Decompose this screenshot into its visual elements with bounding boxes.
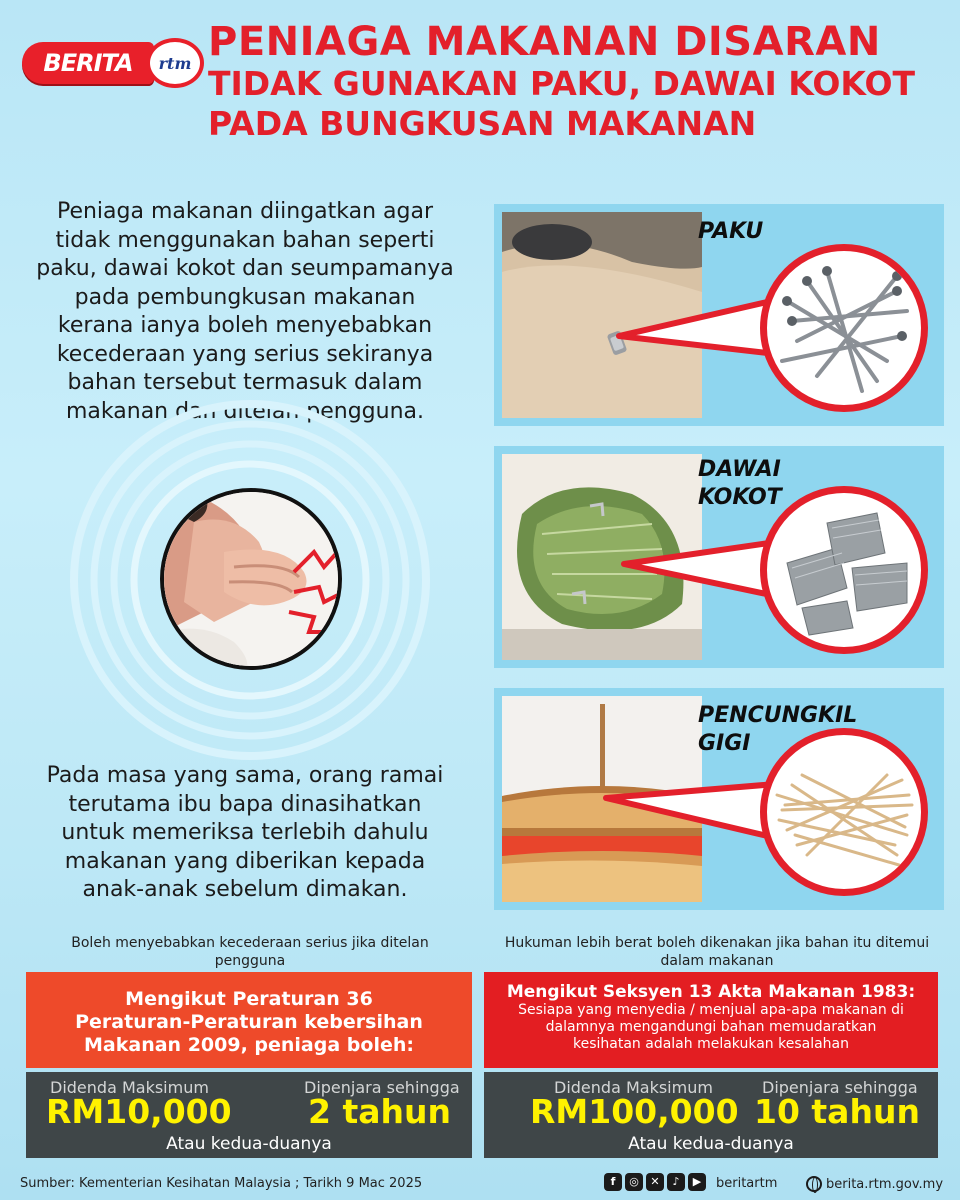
panel-dawai-kokot [494, 446, 944, 668]
social-handle[interactable]: beritartm [716, 1176, 778, 1191]
advice-paragraph [10, 762, 480, 905]
headline-line-3: PADA BUNGKUSAN MAKANAN [208, 104, 757, 143]
logo-rtm-mark: rtm [146, 38, 204, 88]
facebook-icon[interactable]: f [604, 1173, 622, 1191]
jail-value: 2 tahun [308, 1092, 451, 1131]
logo-berita-text: BERITA [22, 42, 154, 84]
advice-line: Pada masa yang sama, orang ramai [46, 763, 444, 788]
throat-pain-icon [164, 492, 342, 670]
website-link[interactable] [806, 1176, 943, 1192]
intro-line: makanan dan ditelan pengguna. [66, 398, 424, 424]
youtube-icon[interactable]: ▶ [688, 1173, 706, 1191]
headline [208, 20, 948, 144]
social-icons [604, 1173, 706, 1191]
intro-line: bahan tersebut termasuk dalam [67, 370, 423, 395]
tiktok-icon[interactable]: ♪ [667, 1173, 685, 1191]
regulation-36-line-3: Makanan 2009, peniaga boleh: [84, 1034, 414, 1056]
fine-label: Didenda Maksimum [554, 1078, 713, 1097]
regulation-36-line-1: Mengikut Peraturan 36 [125, 988, 373, 1010]
caption-injury: Boleh menyebabkan kecederaan serius jika ditelan pengguna [71, 935, 429, 969]
source-credit: Sumber: Kementerian Kesihatan Malaysia ; Tarikh 9 Mac 2025 [20, 1176, 423, 1191]
headline-line-2: TIDAK GUNAKAN PAKU, DAWAI KOKOT [208, 64, 916, 103]
advice-line: makanan yang diberikan kepada [64, 848, 426, 874]
staple-icon [760, 486, 928, 654]
food-act-line-1: Sesiapa yang menyedia / menjual apa-apa makanan di [518, 1002, 904, 1018]
penalty-box-right [484, 1072, 938, 1158]
advice-line: terutama ibu bapa dinasihatkan [68, 791, 422, 817]
advice-line: untuk memeriksa terlebih dahulu [61, 820, 429, 845]
choking-person-illustration [160, 488, 342, 670]
nail-in-food-photo [502, 212, 702, 418]
fine-label: Didenda Maksimum [50, 1078, 209, 1097]
food-act-line-2: dalamnya mengandungi bahan memudaratkan [545, 1019, 877, 1035]
penalty-box-left [26, 1072, 472, 1158]
caption-heavier-penalty: Hukuman lebih berat boleh dikenakan jika bahan itu ditemui dalam makanan [504, 935, 930, 969]
berita-rtm-logo [22, 38, 200, 88]
intro-line: paku, dawai kokot dan seumpamanya [36, 256, 454, 281]
jail-value: 10 tahun [754, 1092, 920, 1131]
x-icon[interactable]: ✕ [646, 1173, 664, 1191]
panel-paku [494, 204, 944, 426]
website-url[interactable]: berita.rtm.gov.my [826, 1176, 944, 1192]
nail-icon [760, 244, 928, 412]
food-act-line-3: kesihatan adalah melakukan kesalahan [572, 1036, 849, 1052]
intro-line: Peniaga makanan diingatkan agar [56, 199, 434, 224]
intro-line: pada pembungkusan makanan [74, 284, 416, 310]
intro-paragraph [10, 198, 480, 426]
toothpick-icon [760, 728, 928, 896]
toothpick-sandwich-photo [502, 696, 702, 902]
food-act-section-13-box [484, 972, 938, 1068]
fine-value: RM10,000 [46, 1092, 232, 1131]
either-or-both: Atau kedua-duanya [166, 1134, 332, 1154]
item-label-pencungkil-gigi: PENCUNGKIL GIGI [698, 703, 858, 756]
stapled-food-wrap-photo [502, 454, 702, 660]
intro-line: tidak menggunakan bahan seperti [55, 227, 435, 253]
globe-icon [806, 1176, 822, 1192]
headline-line-1: PENIAGA MAKANAN DISARAN [208, 19, 881, 65]
item-label-paku: PAKU [698, 219, 764, 244]
advice-line: anak-anak sebelum dimakan. [82, 877, 408, 902]
either-or-both: Atau kedua-duanya [628, 1134, 794, 1154]
item-label-dawai-kokot: DAWAI KOKOT [698, 457, 782, 510]
jail-label: Dipenjara sehingga [762, 1078, 918, 1097]
regulation-36-line-2: Peraturan-Peraturan kebersihan [75, 1011, 423, 1033]
regulation-36-box [26, 972, 472, 1068]
instagram-icon[interactable]: ◎ [625, 1173, 643, 1191]
intro-line: kecederaan yang serius sekiranya [56, 341, 434, 367]
food-act-title: Mengikut Seksyen 13 Akta Makanan 1983: [506, 982, 916, 1002]
panel-pencungkil-gigi [494, 688, 944, 910]
fine-value: RM100,000 [530, 1092, 739, 1131]
intro-line: kerana ianya boleh menyebabkan [57, 313, 433, 338]
jail-label: Dipenjara sehingga [304, 1078, 460, 1097]
